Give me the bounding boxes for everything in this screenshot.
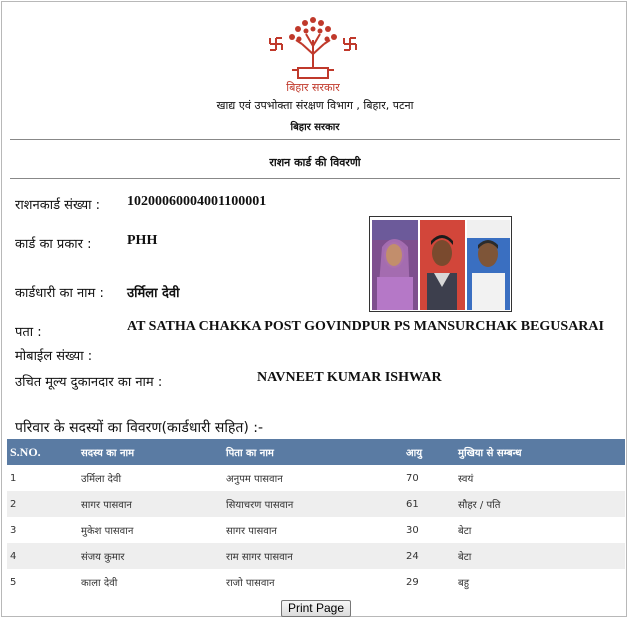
address-label: पता : <box>15 325 42 340</box>
table-cell: 61 <box>403 491 455 517</box>
page-frame <box>1 1 627 617</box>
family-photos <box>369 216 512 312</box>
table-cell: 5 <box>10 576 17 588</box>
column-header: सदस्य का नाम <box>78 439 223 465</box>
table-cell: 4 <box>7 543 78 569</box>
table-cell: 30 <box>406 524 419 536</box>
card-type-value: PHH <box>127 233 158 248</box>
table-row <box>7 465 625 491</box>
column-header: पिता का नाम <box>223 439 403 465</box>
address-value: AT SATHA CHAKKA POST GOVINDPUR PS MANSURCHAK BEGUSARAI <box>127 319 604 334</box>
table-cell: सागर पासवान <box>226 526 277 537</box>
table-cell: सियाचरण पासवान <box>223 491 403 517</box>
department-name: खाद्य एवं उपभोक्ता संरक्षण विभाग , बिहार, पटना <box>216 99 414 112</box>
holder-name-value: उर्मिला देवी <box>127 286 180 301</box>
table-row <box>7 543 625 569</box>
bihar-emblem-icon <box>258 10 368 100</box>
table-cell: 2 <box>7 491 78 517</box>
table-cell: बेटा <box>455 543 625 569</box>
column-header: मुखिया से सम्बन्ध <box>455 439 625 465</box>
table-cell: 29 <box>406 576 419 588</box>
table-cell: राजो पासवान <box>226 578 275 589</box>
table-cell: मुकेश पासवान <box>81 526 134 537</box>
print-page-button[interactable]: Print Page <box>281 600 351 617</box>
holder-name-label: कार्डधारी का नाम : <box>15 286 104 301</box>
page-title: राशन कार्ड की विवरणी <box>269 156 361 169</box>
divider <box>10 178 620 179</box>
table-row <box>7 491 625 517</box>
table-row <box>7 517 625 543</box>
members-table <box>7 439 625 595</box>
table-cell: काला देवी <box>81 578 118 589</box>
members-heading: परिवार के सदस्यों का विवरण(कार्डधारी सहित) :- <box>15 420 264 436</box>
table-cell: सागर पासवान <box>78 491 223 517</box>
table-cell: 3 <box>10 524 17 536</box>
emblem-caption: बिहार सरकार <box>286 81 340 94</box>
column-header: S.NO. <box>7 439 78 465</box>
member-photo <box>467 220 510 310</box>
dealer-label: उचित मूल्य दुकानदार का नाम : <box>15 375 163 390</box>
table-cell: बेटा <box>458 526 472 537</box>
table-cell: बहु <box>458 578 470 589</box>
table-cell: 24 <box>403 543 455 569</box>
card-number-label: राशनकार्ड संख्या : <box>15 198 100 213</box>
mobile-label: मोबाईल संख्या : <box>15 349 93 364</box>
card-type-label: कार्ड का प्रकार : <box>15 237 92 252</box>
table-row <box>7 569 625 595</box>
table-header-row <box>7 439 625 465</box>
table-cell: सौहर / पति <box>455 491 625 517</box>
card-number-value: 10200060004001100001 <box>127 194 267 209</box>
divider <box>10 139 620 140</box>
column-header: आयु <box>403 439 455 465</box>
member-photo <box>372 220 418 310</box>
dealer-name-value: NAVNEET KUMAR ISHWAR <box>257 370 442 385</box>
table-cell: 1 <box>10 472 17 484</box>
member-photo <box>420 220 465 310</box>
table-cell: स्वयं <box>458 474 474 485</box>
government-name: बिहार सरकार <box>290 122 340 133</box>
table-cell: उर्मिला देवी <box>81 474 122 485</box>
table-cell: राम सागर पासवान <box>223 543 403 569</box>
table-cell: 70 <box>406 472 419 484</box>
table-cell: अनुपम पासवान <box>226 474 283 485</box>
table-cell: संजय कुमार <box>78 543 223 569</box>
